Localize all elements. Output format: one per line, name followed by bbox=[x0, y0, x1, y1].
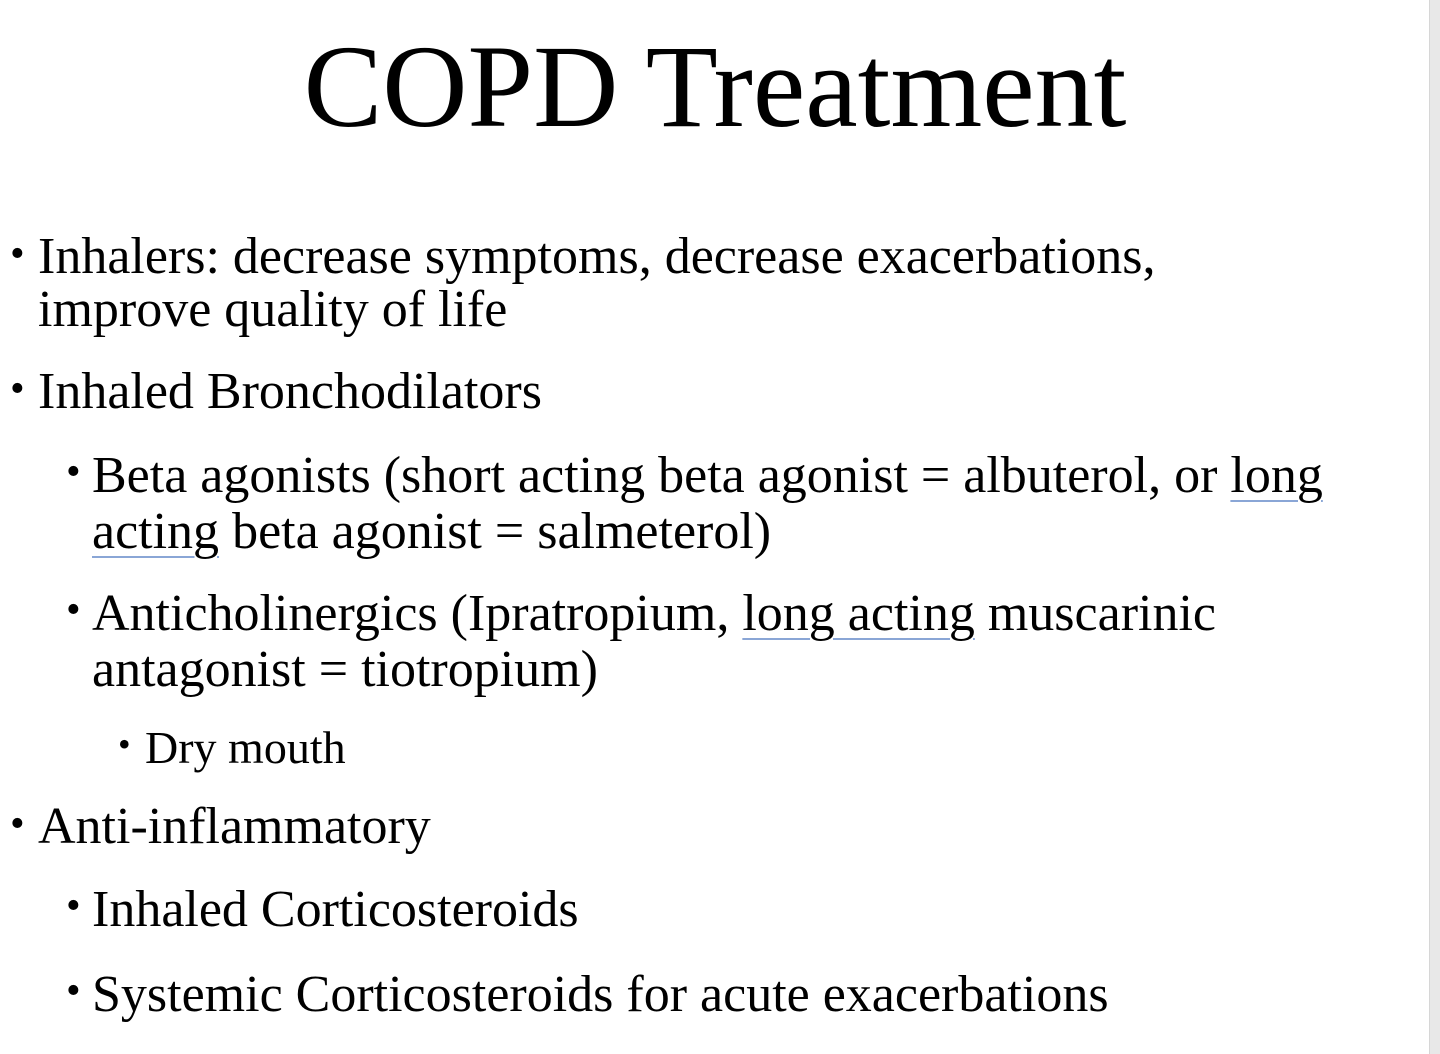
bullet-dot: • bbox=[66, 968, 81, 1014]
bullet-dot: • bbox=[10, 231, 25, 277]
bullet-text: Dry mouth bbox=[145, 722, 346, 773]
bullet-text: Inhaled Bronchodilators bbox=[38, 363, 542, 420]
bullet-line bbox=[92, 586, 1216, 642]
text-run: muscarinic bbox=[974, 585, 1216, 642]
bullet-dot: • bbox=[66, 587, 81, 633]
bullet-item-inhaled-corticosteroids bbox=[0, 882, 579, 938]
bullet-text: Inhaled Corticosteroids bbox=[92, 881, 579, 938]
bullet-dot: • bbox=[66, 449, 81, 495]
bullet-text: Systemic Corticosteroids for acute exacerbations bbox=[92, 966, 1109, 1023]
bullet-line: improve quality of life bbox=[38, 281, 508, 338]
spellcheck-marked-text: acting bbox=[92, 503, 220, 560]
bullet-text bbox=[92, 586, 1216, 698]
bullet-line bbox=[92, 448, 1323, 504]
bullet-dot: • bbox=[66, 883, 81, 929]
text-run: beta agonist = salmeterol) bbox=[219, 503, 772, 560]
text-run: Beta agonists (short acting beta agonist = albuterol, or bbox=[92, 447, 1231, 504]
bullet-item-inhalers bbox=[0, 230, 1156, 336]
bullet-text bbox=[92, 448, 1323, 560]
bullet-text bbox=[38, 230, 1156, 336]
spellcheck-marked-text: long acting bbox=[742, 585, 975, 642]
bullet-item-anticholinergics bbox=[0, 586, 1216, 698]
slide-title: COPD Treatment bbox=[303, 21, 1127, 152]
bullet-item-anti-inflammatory bbox=[0, 800, 431, 853]
bullet-item-beta-agonists bbox=[0, 448, 1323, 560]
spellcheck-marked-text: long bbox=[1230, 447, 1323, 504]
bullet-item-dry-mouth bbox=[0, 723, 346, 773]
window-edge bbox=[1429, 0, 1440, 1054]
text-run: Anticholinergics (Ipratropium, bbox=[92, 585, 743, 642]
bullet-dot: • bbox=[118, 724, 131, 764]
bullet-line: Inhalers: decrease symptoms, decrease exacerbations, bbox=[38, 228, 1156, 285]
bullet-line: antagonist = tiotropium) bbox=[92, 641, 598, 698]
bullet-item-systemic-corticosteroids bbox=[0, 967, 1109, 1023]
bullet-text: Anti-inflammatory bbox=[38, 798, 431, 855]
bullet-dot: • bbox=[10, 801, 25, 847]
bullet-dot: • bbox=[10, 366, 25, 412]
bullet-line bbox=[92, 504, 1323, 560]
bullet-item-inhaled-bronchodilators bbox=[0, 365, 542, 418]
